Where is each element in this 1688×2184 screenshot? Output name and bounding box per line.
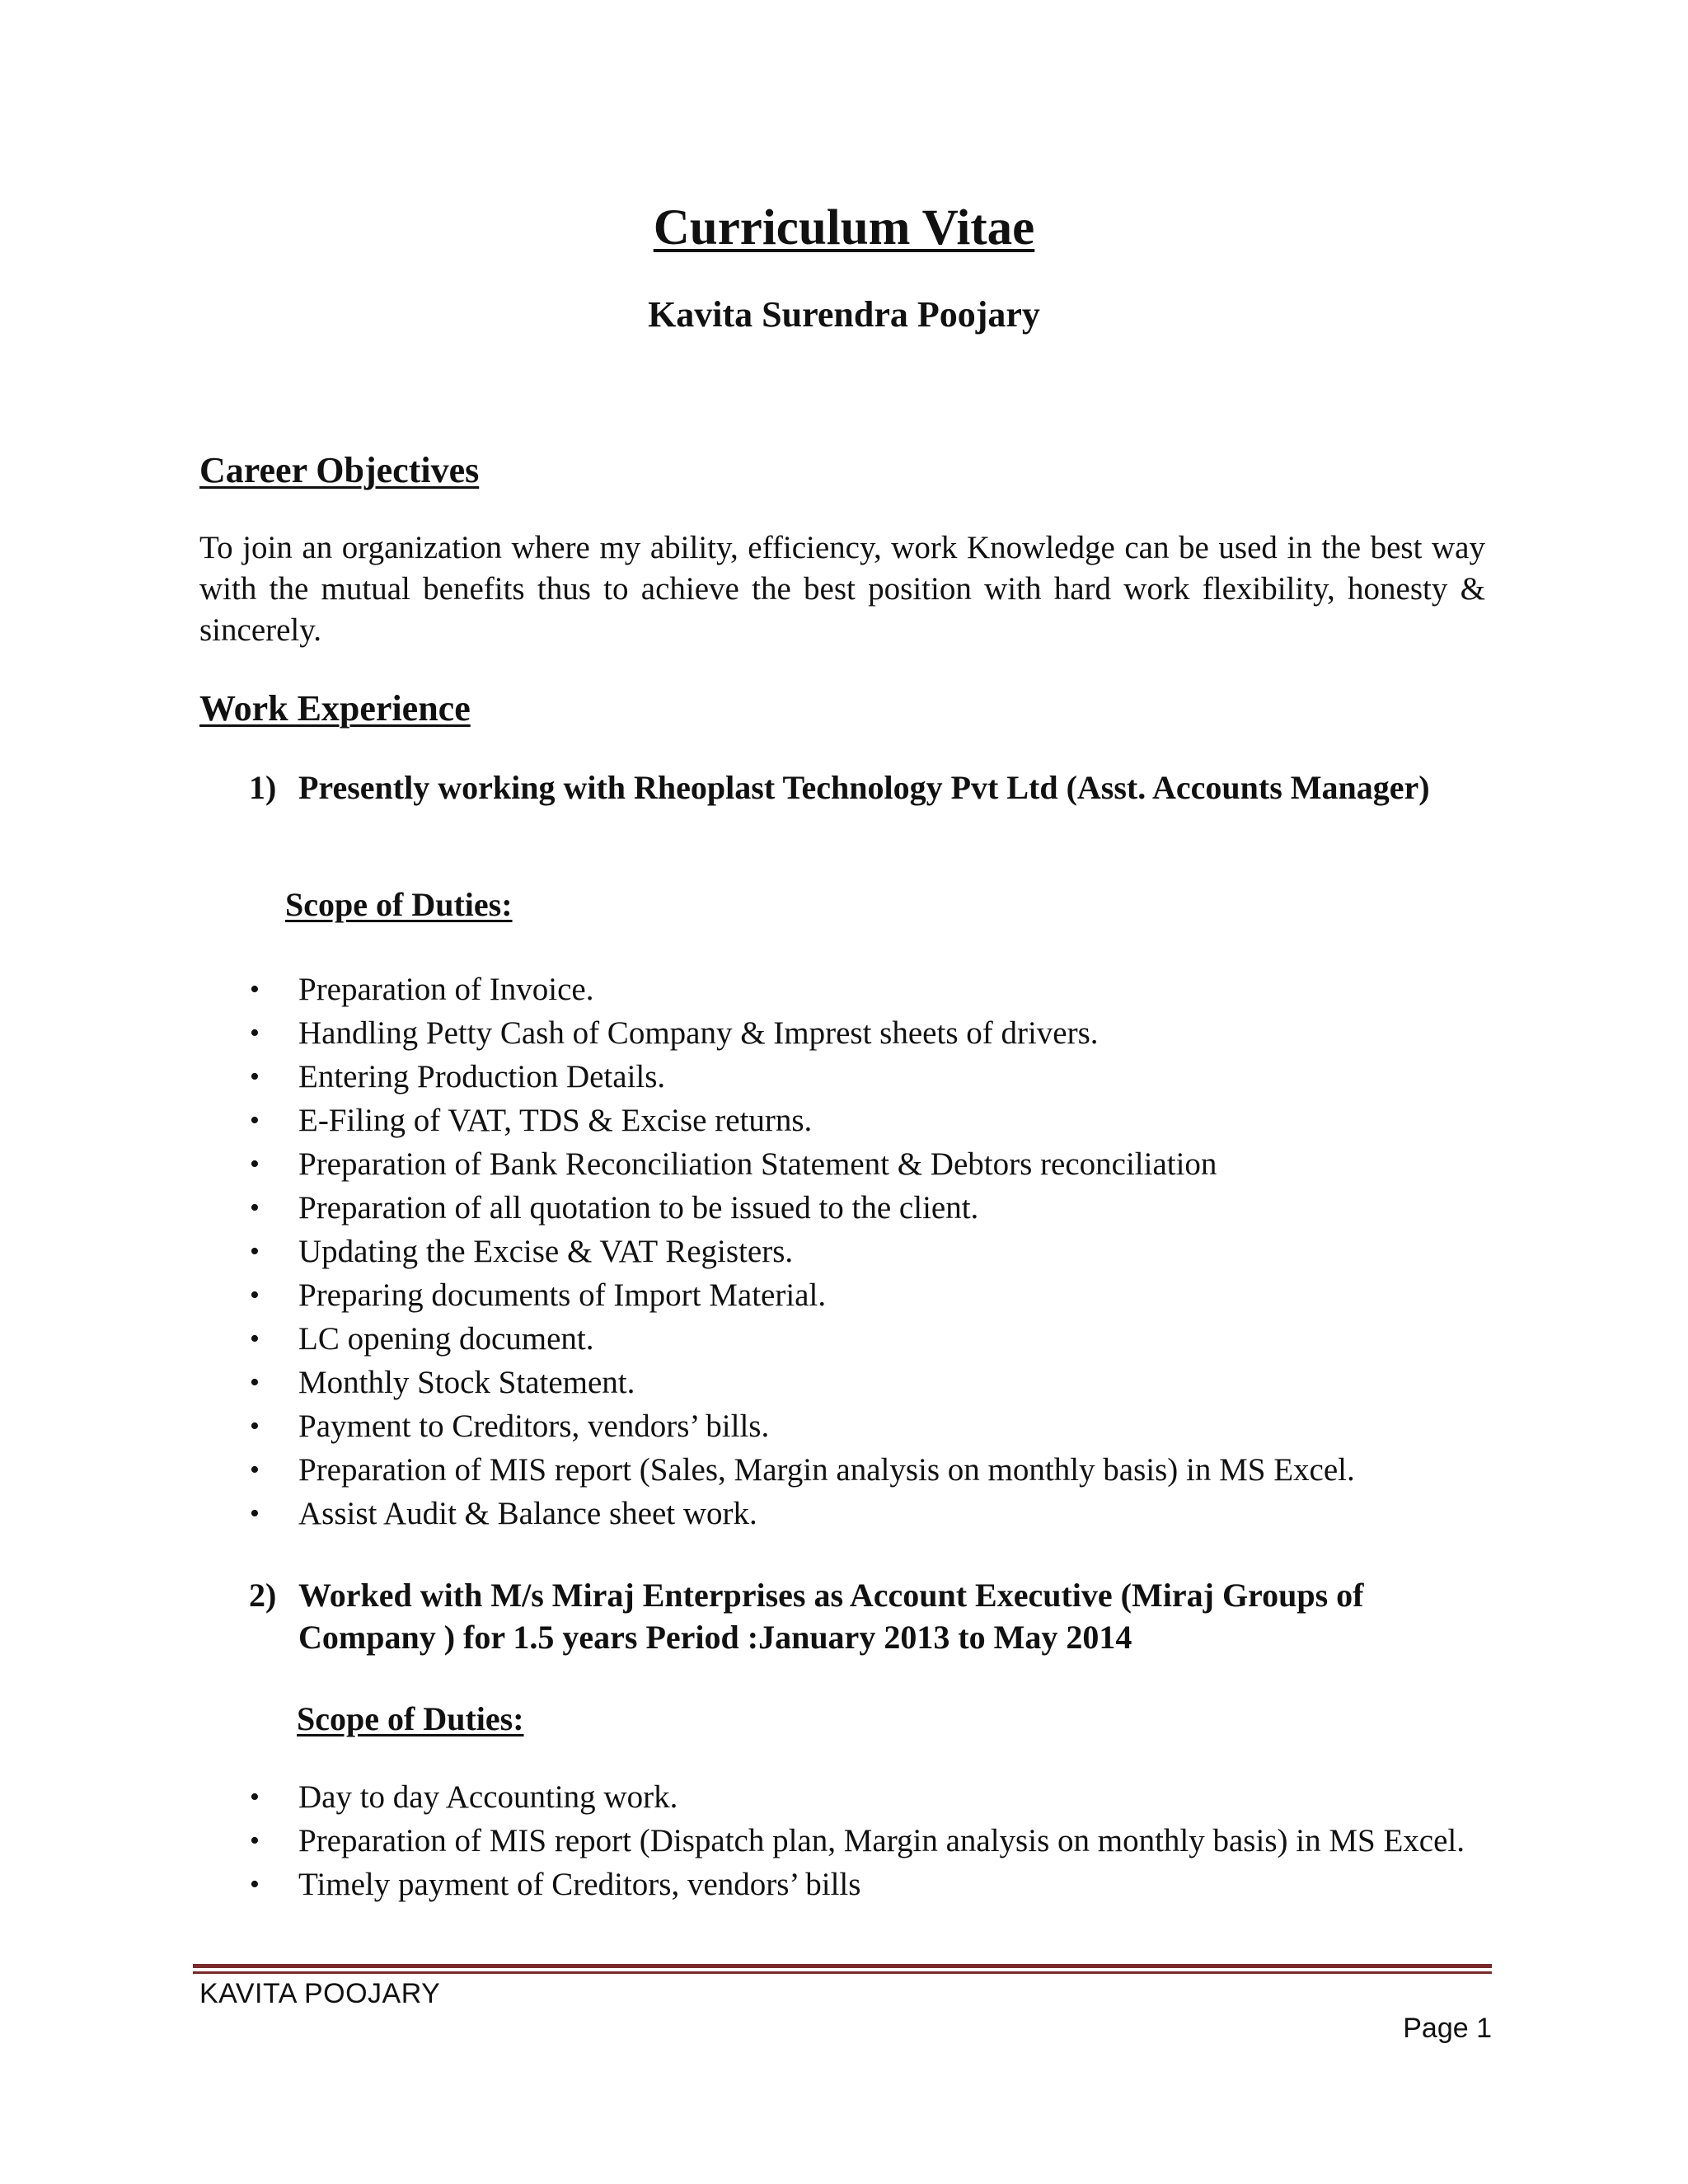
bullet-icon: • [250,1105,260,1136]
footer-rule [193,1964,1492,1968]
candidate-name: Kavita Surendra Poojary [648,294,1040,335]
bullet-icon: • [250,1498,260,1529]
career-objectives-heading: Career Objectives [199,450,480,490]
footer-rule-thin [193,1971,1492,1974]
bullet-icon: • [250,1062,260,1092]
page-number: Page 1 [1403,2013,1492,2044]
bullet-icon: • [250,1367,260,1398]
job-2-number: 2) [249,1577,277,1614]
list-item: • LC opening document. [0,1319,1493,1360]
job-2-title [249,1574,1485,1658]
job-2-scope-label: Scope of Duties: [297,1700,524,1737]
bullet-icon: • [250,1869,260,1900]
list-item: • Preparing documents of Import Material. [0,1275,1493,1316]
bullet-icon: • [250,1782,260,1812]
career-objectives-text: To join an organization where my ability, efficiency, work Knowledge can be used in the best way with the mutual benefits thus to achieve the best position with hard work flexibility, honesty & sincerely. [199,530,1485,648]
bullet-icon: • [250,1411,260,1441]
bullet-icon: • [250,1324,260,1354]
bullet-icon: • [250,1018,260,1048]
job-1-scope-label: Scope of Duties: [285,886,513,923]
bullet-icon: • [250,1825,260,1856]
list-item: • Preparation of MIS report (Sales, Margin analysis on monthly basis) in MS Excel. [0,1450,1493,1491]
job-1-number: 1) [249,769,277,806]
list-item: • Preparation of Bank Reconciliation Statement & Debtors reconciliation [0,1144,1493,1185]
list-item: • Payment to Creditors, vendors’ bills. [0,1406,1493,1447]
job-1-duties-list [0,969,1493,1537]
bullet-icon: • [250,1455,260,1485]
job-1-title-text: Presently working with Rheoplast Technology Pvt Ltd (Asst. Accounts Manager) [298,769,1430,806]
list-item: • Entering Production Details. [0,1057,1493,1098]
list-item: • Preparation of Invoice. [0,969,1493,1010]
bullet-icon: • [250,1236,260,1267]
bullet-icon: • [250,974,260,1005]
list-item: • Assist Audit & Balance sheet work. [0,1493,1493,1535]
list-item: • Timely payment of Creditors, vendors’ bills [0,1864,1493,1905]
list-item: • Handling Petty Cash of Company & Imprest sheets of drivers. [0,1013,1493,1054]
footer-name: KAVITA POOJARY [199,1978,441,2009]
list-item: • Monthly Stock Statement. [0,1362,1493,1404]
document-title: Curriculum Vitae [653,200,1035,255]
list-item: • Preparation of all quotation to be issued to the client. [0,1188,1493,1229]
list-item: • Day to day Accounting work. [0,1777,1493,1818]
job-1-title [249,766,1485,808]
work-experience-heading: Work Experience [199,688,471,729]
bullet-icon: • [250,1149,260,1179]
bullet-icon: • [250,1280,260,1310]
job-2-duties-list [0,1777,1493,1908]
list-item: • E-Filing of VAT, TDS & Excise returns. [0,1100,1493,1141]
list-item: • Preparation of MIS report (Dispatch plan, Margin analysis on monthly basis) in MS Excel. [0,1821,1493,1862]
list-item: • Updating the Excise & VAT Registers. [0,1231,1493,1272]
job-2-title-text: Worked with M/s Miraj Enterprises as Account Executive (Miraj Groups of Company ) for 1.5 years Period :January 2013 to May 2014 [298,1577,1364,1656]
bullet-icon: • [250,1193,260,1223]
